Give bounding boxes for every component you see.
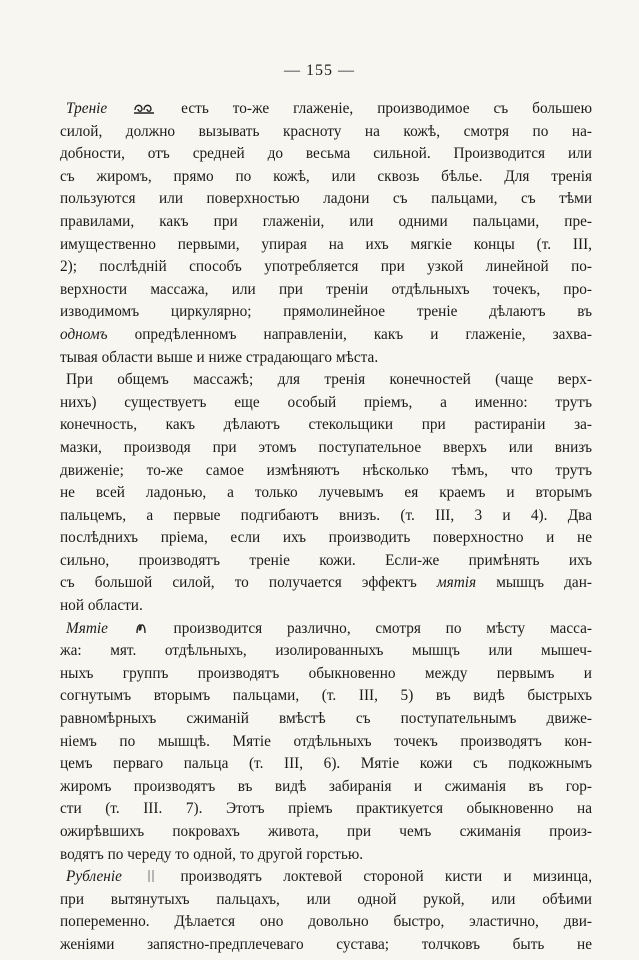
text-line: Тренiе есть то-же глаженiе, производимое съ большею: [66, 100, 593, 117]
paragraph-friction: [60, 98, 592, 369]
text-line: сти (т. III. 7). Этотъ прiемъ практикуется обыкновенно на: [60, 800, 592, 818]
text-line: при вытянутыхъ пальцахъ, или одной рукой, или обѣими: [60, 890, 592, 908]
page-number: — 155 —: [284, 62, 355, 79]
text-line: изводимомъ циркулярно; прямолинейное тренiе дѣлаютъ въ: [60, 303, 592, 321]
double-bar-symbol-icon: [145, 869, 157, 883]
text-line: жа: мят. отдѣльныхъ, изолированныхъ мышцъ или мышеч-: [60, 642, 592, 660]
text-line: согнутымъ вторымъ пальцами, (т. III, 5) въ видѣ быстрыхъ: [60, 687, 592, 705]
text-line: женiями запястно-предплечеваго сустава; толчковъ быть не: [60, 935, 592, 953]
text-line: тывая области выше и ниже страдающаго мѣста.: [60, 348, 379, 366]
text-line: ныхъ группъ производятъ обыкновенно между первымъ и: [60, 664, 592, 682]
loop-symbol-icon: [135, 621, 147, 635]
text-line: послѣднихъ прiема, если ихъ производить поверхностно и не: [60, 529, 592, 547]
paragraph-general-massage: [60, 369, 592, 618]
text-line: ожирѣвшихъ покровахъ живота, при чемъ сжиманiя произ-: [60, 823, 592, 840]
double-spiral-symbol-icon: [133, 101, 155, 115]
text-line: мазки, производя при этомъ поступательное вверхъ или внизъ: [60, 438, 592, 456]
text-line: верхности массажа, или при тренiи отдѣльныхъ точекъ, про-: [60, 280, 592, 298]
text-line: не всей ладонью, а только лучевымъ ея краемъ и вторымъ: [60, 484, 592, 502]
text-line: 2); послѣднiй способъ употребляется при узкой линейной по-: [60, 258, 592, 276]
text-line: силой, должно вызывать красноту на кожѣ, смотря по на-: [60, 122, 592, 140]
text-line: конечность, какъ дѣлаютъ стекольщики при растиранiи за-: [60, 416, 592, 434]
term-kneading: Мятiе: [66, 619, 108, 637]
text-line: съ большой силой, то получается эффектъ мятiя мышцъ дан-: [60, 574, 592, 592]
text-line: Рубленiе производятъ локтевой стороной кисти и мизинца,: [66, 868, 593, 886]
text-line: цемъ перваго пальца (т. III, 6). Мятiе кожи съ подкожнымъ: [60, 755, 592, 773]
italic-word: одномъ: [60, 325, 108, 343]
text-line: пальцемъ, а первые подгибаютъ внизъ. (т. III, 3 и 4). Два: [60, 506, 592, 524]
term-chopping: Рубленiе: [66, 868, 122, 886]
text-line: водятъ по череду то одной, то другой горстью.: [60, 845, 364, 863]
text-line: нихъ) существуетъ еще особый прiемъ, а именно: трутъ: [60, 393, 592, 411]
italic-word: мятiя: [436, 574, 477, 592]
paragraph-kneading: [60, 618, 592, 867]
text-line: нiемъ по мышцѣ. Мятiе отдѣльныхъ точекъ производятъ кон-: [60, 732, 592, 750]
text-line: Мятiе производится различно, смотря по мѣсту масса-: [66, 619, 592, 637]
text-line: правилами, какъ при глаженiи, или одними пальцами, пре-: [60, 212, 592, 230]
text-line: При общемъ массажѣ; для тренiя конечностей (чаще верх-: [66, 371, 592, 389]
paragraph-chopping: [60, 866, 592, 956]
text-line: попеременно. Дѣлается оно довольно быстро, эластично, дви-: [60, 913, 592, 931]
text-line: сильно, производятъ тренiе кожи. Если-же примѣнять ихъ: [60, 551, 592, 569]
text-line: имущественно первыми, упирая на ихъ мягкiе концы (т. III,: [60, 235, 592, 253]
text-line: одномъ опредѣленномъ направленiи, какъ и глаженiе, захва-: [60, 325, 593, 343]
text-line: равномѣрныхъ сжиманiй вмѣстѣ съ поступательнымъ движе-: [60, 710, 592, 728]
text-line: жиромъ производятъ въ видѣ забиранiя и сжиманiя въ гор-: [60, 777, 592, 795]
text-line: съ жиромъ, прямо по кожѣ, или сквозь бѣлье. Для тренiя: [60, 167, 592, 185]
text-line: пользуются или поверхностью ладони съ пальцами, съ тѣми: [60, 190, 592, 208]
text-line: добности, отъ средней до весьма сильной. Производится или: [60, 145, 592, 163]
text-line: движенiе; то-же самое измѣняютъ нѣсколько тѣмъ, что трутъ: [60, 461, 592, 479]
text-line: ной области.: [60, 597, 143, 615]
term-friction: Тренiе: [66, 100, 108, 117]
body-text: [60, 98, 592, 957]
